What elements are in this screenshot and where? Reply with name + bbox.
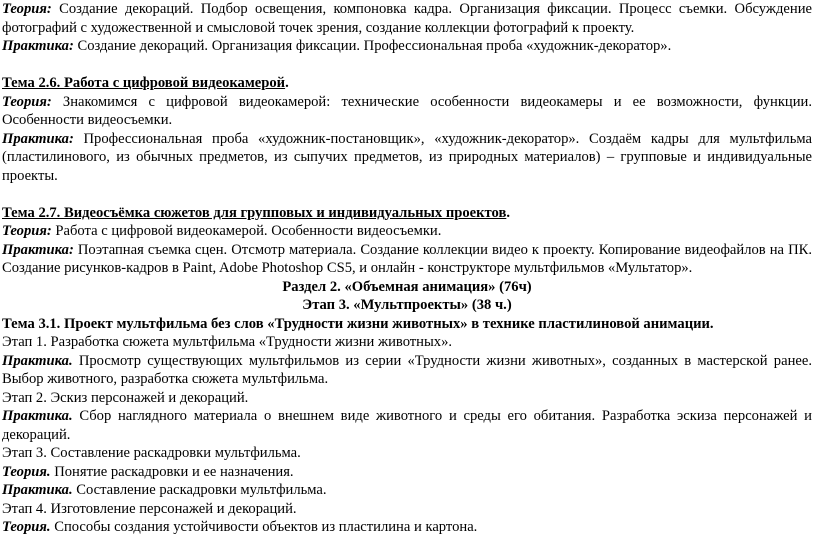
stage-line-3: Этап 3. Составление раскадровки мультфильма. [2,445,301,461]
topic-heading-2-7 [2,204,812,223]
paragraph-text: Работа с цифровой видеокамерой. Особенности видеосъемки. [51,223,442,239]
practice-label: Практика: [2,38,74,54]
theory-label: Теория. [2,519,51,535]
paragraph-theory [2,222,812,241]
theory-label: Теория: [2,223,52,239]
paragraph-theory [2,463,812,482]
paragraph-practice [2,241,812,278]
paragraph-text: Профессиональная проба «художник-постановщик», «художник-декоратор». Создаём кадры для мультфильма (пластилинового, из обычных предметов, из сыпучих предметов, из природных материалов) – групповые и индивидуальные проекты. [2,130,812,184]
paragraph-text: Составление раскадровки мультфильма. [72,482,327,498]
topic-heading-2-6 [2,74,812,93]
paragraph-text: Создание декораций. Подбор освещения, компоновка кадра. Организация фиксации. Процесс съемки. Обсуждение фотографий с художественной и смысловой точек зрения, создание коллекции фотографий к проекту. [2,1,812,36]
theory-label: Теория: [2,1,52,17]
stage-heading: Этап 3. «Мультпроекты» (38 ч.) [302,297,512,313]
topic-title-end: . [285,75,289,91]
paragraph-practice [2,407,812,444]
paragraph-theory [2,518,812,537]
paragraph-practice [2,481,812,500]
topic-title: Проект мультфильма без слов «Трудности жизни животных» в технике пластилиновой анимации. [60,315,714,332]
topic-number: Тема 3.1. [2,315,61,332]
theory-label: Теория. [2,463,51,480]
topic-heading-3-1 [2,315,812,334]
paragraph-text: Знакомимся с цифровой видеокамерой: технические особенности видеокамеры и ее возможности, функции. Особенности видеосъемки. [2,93,812,128]
paragraph-text: Сбор наглядного материала о внешнем виде животного и среды его обитания. Разработка эскиза персонажей и декораций. [2,408,812,443]
practice-label: Практика. [2,482,73,498]
practice-label: Практика: [2,241,74,258]
section-heading: Раздел 2. «Объемная анимация» (76ч) [282,278,532,295]
topic-title: Тема 2.6. Работа с цифровой видеокамерой [2,75,286,91]
paragraph-practice [2,130,812,186]
spacer [2,56,812,75]
paragraph-theory [2,0,812,37]
practice-label: Практика. [2,352,73,369]
stage-line-1: Этап 1. Разработка сюжета мультфильма «Трудности жизни животных». [2,334,453,350]
paragraph-text: Понятие раскадровки и ее назначения. [50,463,294,480]
practice-label: Практика: [2,130,74,147]
theory-label: Теория: [2,93,52,110]
stage-line-2: Этап 2. Эскиз персонажей и декораций. [2,389,249,406]
spacer [2,185,812,204]
topic-title-end: . [506,204,510,221]
paragraph-text: Поэтапная съемка сцен. Отсмотр материала. Создание коллекции видео к проекту. Копирование видеофайлов на ПК. Создание рисунков-кадров в Paint, Adobe Photoshop CS5, и онлайн - конструкторе мультфильмов «Мультатор». [2,241,812,276]
topic-title: Тема 2.7. Видеосъёмка сюжетов для групповых и индивидуальных проектов [2,204,507,221]
paragraph-practice [2,352,812,389]
paragraph-text: Создание декораций. Организация фиксации. Профессиональная проба «художник-декоратор». [73,38,672,54]
paragraph-theory [2,93,812,130]
paragraph-practice [2,37,812,56]
practice-label: Практика. [2,408,73,424]
stage-line-4: Этап 4. Изготовление персонажей и декораций. [2,500,297,517]
paragraph-text: Просмотр существующих мультфильмов из серии «Трудности жизни животных», созданных в мастерской ранее. Выбор животного, разработка сюжета мультфильма. [2,352,812,387]
paragraph-text: Способы создания устойчивости объектов из пластилина и картона. [50,519,478,535]
